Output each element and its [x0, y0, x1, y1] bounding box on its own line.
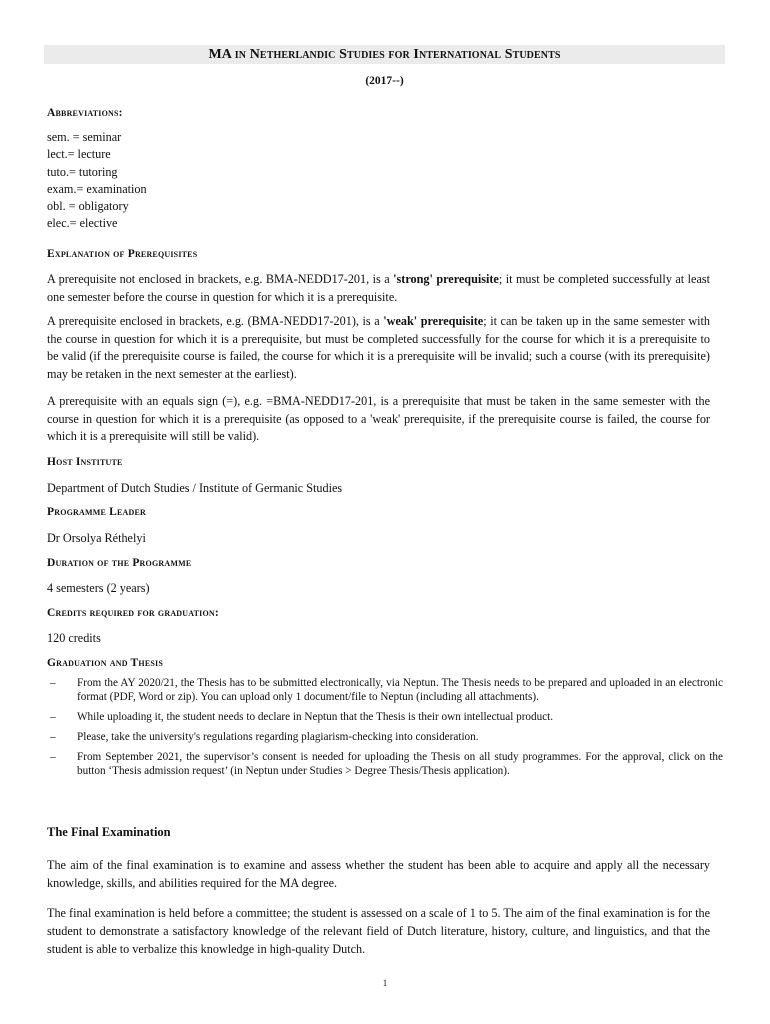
- graduation-list: [47, 676, 723, 784]
- dash-bullet: –: [50, 731, 56, 743]
- abbreviation-item: exam.= examination: [47, 181, 147, 196]
- list-item: [47, 750, 723, 778]
- duration-heading: Duration of the Programme: [47, 557, 192, 569]
- paragraph-text: ; it must be completed successfully at least one semester before the course in question for which it is a prerequisite.: [47, 272, 710, 304]
- dash-bullet: –: [50, 751, 56, 763]
- paragraph-text: A prerequisite not enclosed in brackets, e.g. BMA-NEDD17-201, is a: [47, 272, 394, 286]
- list-item-text: From September 2021, the supervisor’s consent is needed for uploading the Thesis on all study programmes. For the approval, click on the button ‘Thesis admission request’ (in Neptun under Studies > Degree Thesis/Thesis application).: [77, 751, 723, 777]
- document-subtitle: (2017--): [365, 75, 404, 87]
- prerequisite-weak-paragraph: [47, 313, 710, 383]
- list-item: [47, 730, 723, 744]
- duration-value: 4 semesters (2 years): [47, 581, 150, 595]
- paragraph-text: ; it can be taken up in the same semester with the course in question for which it is a prerequisite, but must be completed successfully for the course for which it is a prerequisite to be valid (if the prerequisite course is failed, the course for which it is a prerequisite will be invalid; such a course (with its prerequisite) may be retaken in the next semester at the earliest).: [47, 314, 710, 381]
- host-institute-value: Department of Dutch Studies / Institute of Germanic Studies: [47, 481, 343, 495]
- abbreviation-item: elec.= elective: [47, 216, 118, 231]
- weak-prerequisite-term: 'weak' prerequisite: [383, 314, 484, 328]
- document-title: MA in Netherlandic Studies for International Students: [44, 45, 725, 64]
- list-item: [47, 710, 723, 724]
- list-item-text: Please, take the university's regulations regarding plagiarism-checking into consideration.: [77, 731, 479, 743]
- list-item-text: From the AY 2020/21, the Thesis has to be submitted electronically, via Neptun. The Thesis needs to be prepared and uploaded in an electronic format (PDF, Word or zip). You can upload only 1 document/file to Neptun (including all attachments).: [77, 677, 723, 703]
- paragraph-text: A prerequisite enclosed in brackets, e.g. (BMA-NEDD17-201), is a: [47, 314, 384, 328]
- abbreviation-item: sem. = seminar: [47, 130, 122, 144]
- abbreviation-item: obl. = obligatory: [47, 199, 129, 214]
- dash-bullet: –: [50, 677, 56, 689]
- prerequisites-heading: Explanation of Prerequisites: [47, 248, 198, 260]
- final-exam-paragraph: The aim of the final examination is to examine and assess whether the student has been able to acquire and apply all the necessary knowledge, skills, and abilities required for the MA degree.: [47, 858, 710, 890]
- credits-heading: Credits required for graduation:: [47, 607, 219, 619]
- host-institute-heading: Host Institute: [47, 456, 123, 468]
- abbreviation-item: lect.= lecture: [47, 147, 111, 162]
- final-exam-heading: The Final Examination: [47, 825, 171, 839]
- dash-bullet: –: [50, 711, 56, 723]
- credits-value: 120 credits: [47, 631, 101, 645]
- prerequisite-strong-paragraph: [47, 270, 710, 306]
- final-exam-paragraph: The final examination is held before a committee; the student is assessed on a scale of 1 to 5. The aim of the final examination is for the student to demonstrate a satisfactory knowledge of the relevant field of Dutch literature, history, culture, and linguistics, and that the student is able to verbalize this knowledge in high-quality Dutch.: [47, 906, 710, 956]
- strong-prerequisite-term: 'strong' prerequisite: [393, 272, 499, 286]
- list-item: [47, 676, 723, 704]
- abbreviation-item: tuto.= tutoring: [47, 164, 118, 179]
- list-item-text: While uploading it, the student needs to declare in Neptun that the Thesis is their own intellectual product.: [77, 711, 554, 723]
- abbreviations-list: [47, 129, 147, 233]
- abbreviations-heading: Abbreviations:: [47, 107, 123, 119]
- prerequisite-equals-paragraph: A prerequisite with an equals sign (=), e.g. =BMA-NEDD17-201, is a prerequisite that must be taken in the same semester with the course in question for which it is a prerequisite (as opposed to a 'weak' prerequisite, if the prerequisite course is failed, the course for which it is a prerequisite will still be valid).: [47, 394, 710, 444]
- page-number: 1: [382, 978, 388, 988]
- programme-leader-value: Dr Orsolya Réthelyi: [47, 531, 146, 545]
- graduation-heading: Graduation and Thesis: [47, 657, 164, 669]
- programme-leader-heading: Programme Leader: [47, 506, 146, 518]
